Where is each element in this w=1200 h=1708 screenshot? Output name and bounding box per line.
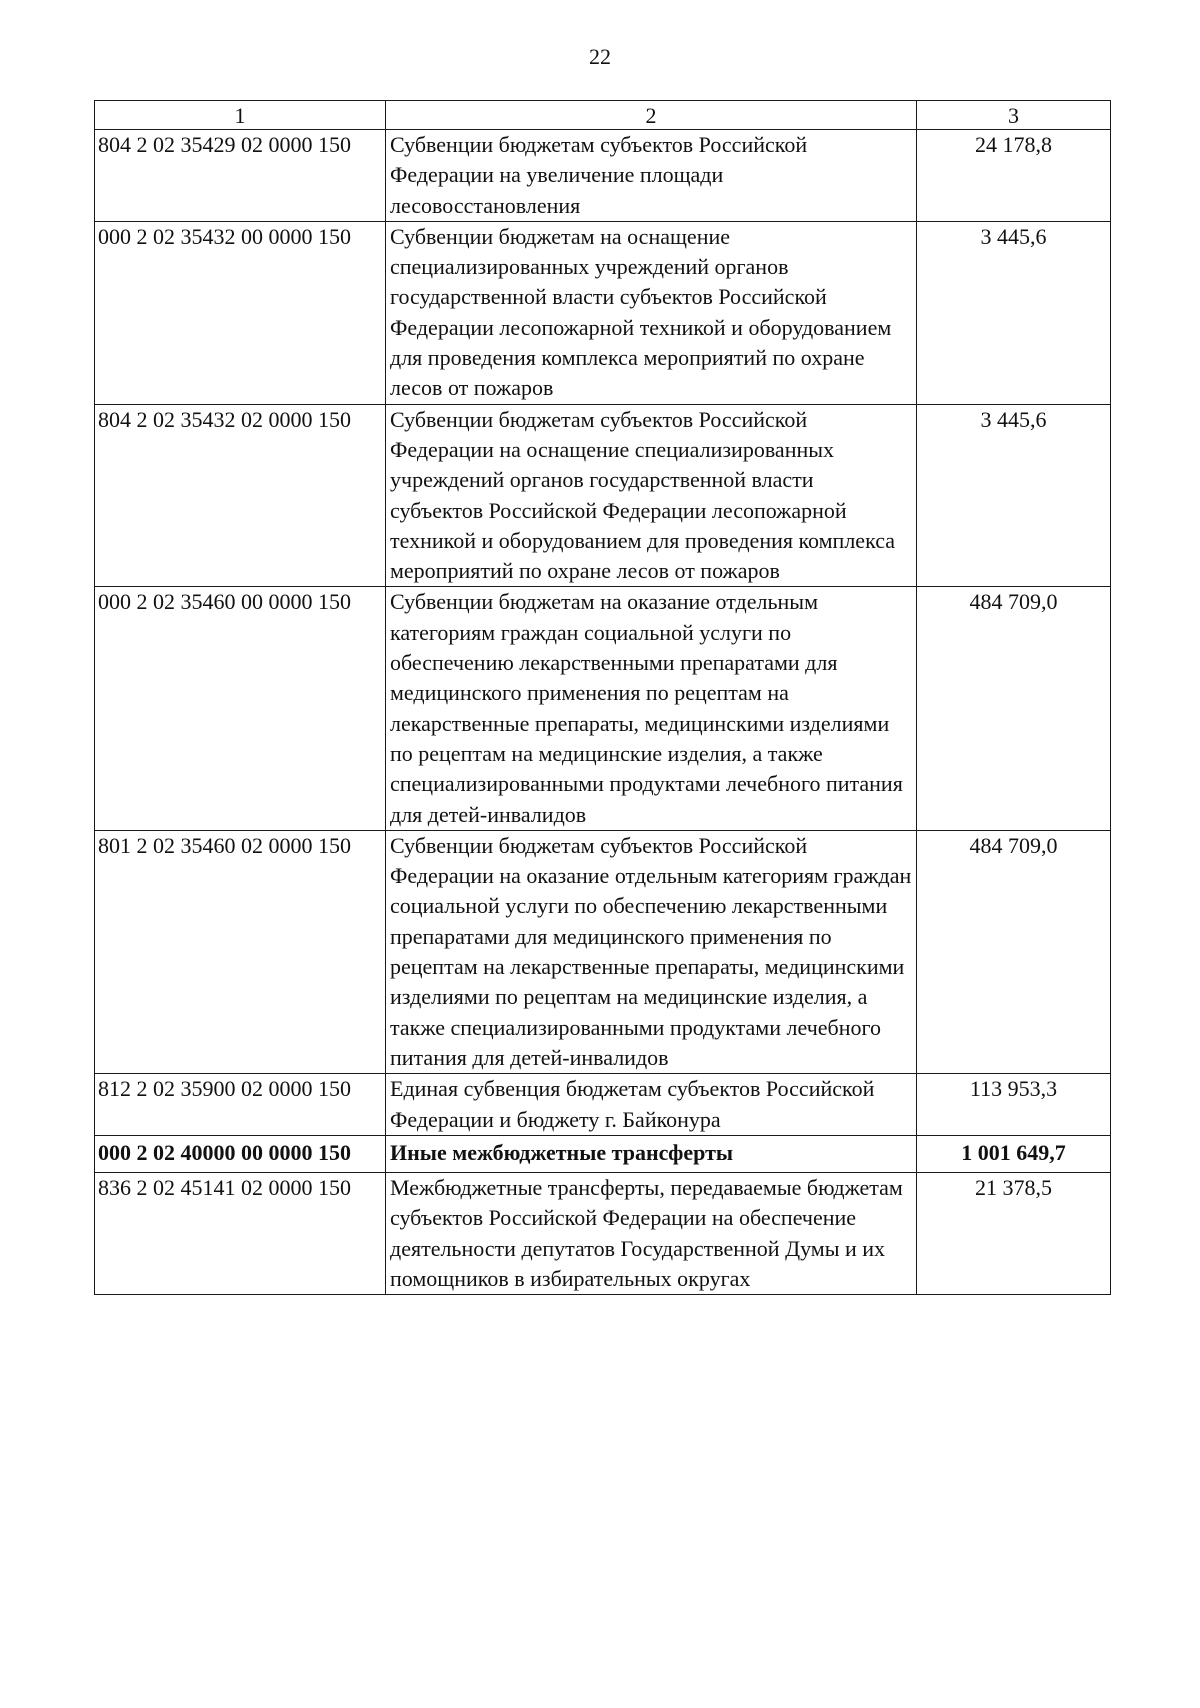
budget-table	[94, 100, 1111, 1295]
description-cell: Иные межбюджетные трансферты	[386, 1135, 917, 1172]
amount-cell: 113 953,3	[917, 1074, 1111, 1136]
amount-cell: 24 178,8	[917, 130, 1111, 222]
column-header-description: 2	[386, 101, 917, 130]
description-cell: Субвенции бюджетам на оказание отдельным категориям граждан социальной услуги по обеспечению лекарственными препаратами для медицинского применения по рецептам на лекарственные препараты, медицинскими изделиями по рецептам на медицинские изделия, а также специализированными продуктами лечебного питания для детей-инвалидов	[386, 587, 917, 830]
table-header-row	[95, 101, 1111, 130]
table-row	[95, 404, 1111, 587]
table-row	[95, 1074, 1111, 1136]
amount-cell: 3 445,6	[917, 221, 1111, 404]
amount-cell: 21 378,5	[917, 1173, 1111, 1295]
table-row	[95, 1173, 1111, 1295]
budget-code-cell: 804 2 02 35429 02 0000 150	[95, 130, 386, 222]
table-body	[95, 130, 1111, 1295]
table-header	[95, 101, 1111, 130]
column-header-amount: 3	[917, 101, 1111, 130]
budget-code-cell: 836 2 02 45141 02 0000 150	[95, 1173, 386, 1295]
description-cell: Субвенции бюджетам субъектов Российской Федерации на оснащение специализированных учреждений органов государственной власти субъектов Российской Федерации лесопожарной техникой и оборудованием для проведения комплекса мероприятий по охране лесов от пожаров	[386, 404, 917, 587]
amount-cell: 484 709,0	[917, 830, 1111, 1073]
table-row	[95, 830, 1111, 1073]
page-number: 22	[589, 44, 611, 69]
budget-code-cell: 000 2 02 40000 00 0000 150	[95, 1135, 386, 1172]
amount-cell: 3 445,6	[917, 404, 1111, 587]
description-cell: Субвенции бюджетам субъектов Российской Федерации на увеличение площади лесовосстановления	[386, 130, 917, 222]
description-cell: Субвенции бюджетам субъектов Российской Федерации на оказание отдельным категориям граждан социальной услуги по обеспечению лекарственными препаратами для медицинского применения по рецептам на лекарственные препараты, медицинскими изделиями по рецептам на медицинские изделия, а также специализированными продуктами лечебного питания для детей-инвалидов	[386, 830, 917, 1073]
description-cell: Межбюджетные трансферты, передаваемые бюджетам субъектов Российской Федерации на обеспечение деятельности депутатов Государственной Думы и их помощников в избирательных округах	[386, 1173, 917, 1295]
description-cell: Субвенции бюджетам на оснащение специализированных учреждений органов государственной власти субъектов Российской Федерации лесопожарной техникой и оборудованием для проведения комплекса мероприятий по охране лесов от пожаров	[386, 221, 917, 404]
description-cell: Единая субвенция бюджетам субъектов Российской Федерации и бюджету г. Байконура	[386, 1074, 917, 1136]
budget-code-cell: 804 2 02 35432 02 0000 150	[95, 404, 386, 587]
amount-cell: 484 709,0	[917, 587, 1111, 830]
budget-code-cell: 801 2 02 35460 02 0000 150	[95, 830, 386, 1073]
table-row	[95, 221, 1111, 404]
budget-code-cell: 812 2 02 35900 02 0000 150	[95, 1074, 386, 1136]
budget-code-cell: 000 2 02 35460 00 0000 150	[95, 587, 386, 830]
table-row	[95, 130, 1111, 222]
table-row-total	[95, 1135, 1111, 1172]
table-row	[95, 587, 1111, 830]
budget-code-cell: 000 2 02 35432 00 0000 150	[95, 221, 386, 404]
column-header-code: 1	[95, 101, 386, 130]
amount-cell: 1 001 649,7	[917, 1135, 1111, 1172]
